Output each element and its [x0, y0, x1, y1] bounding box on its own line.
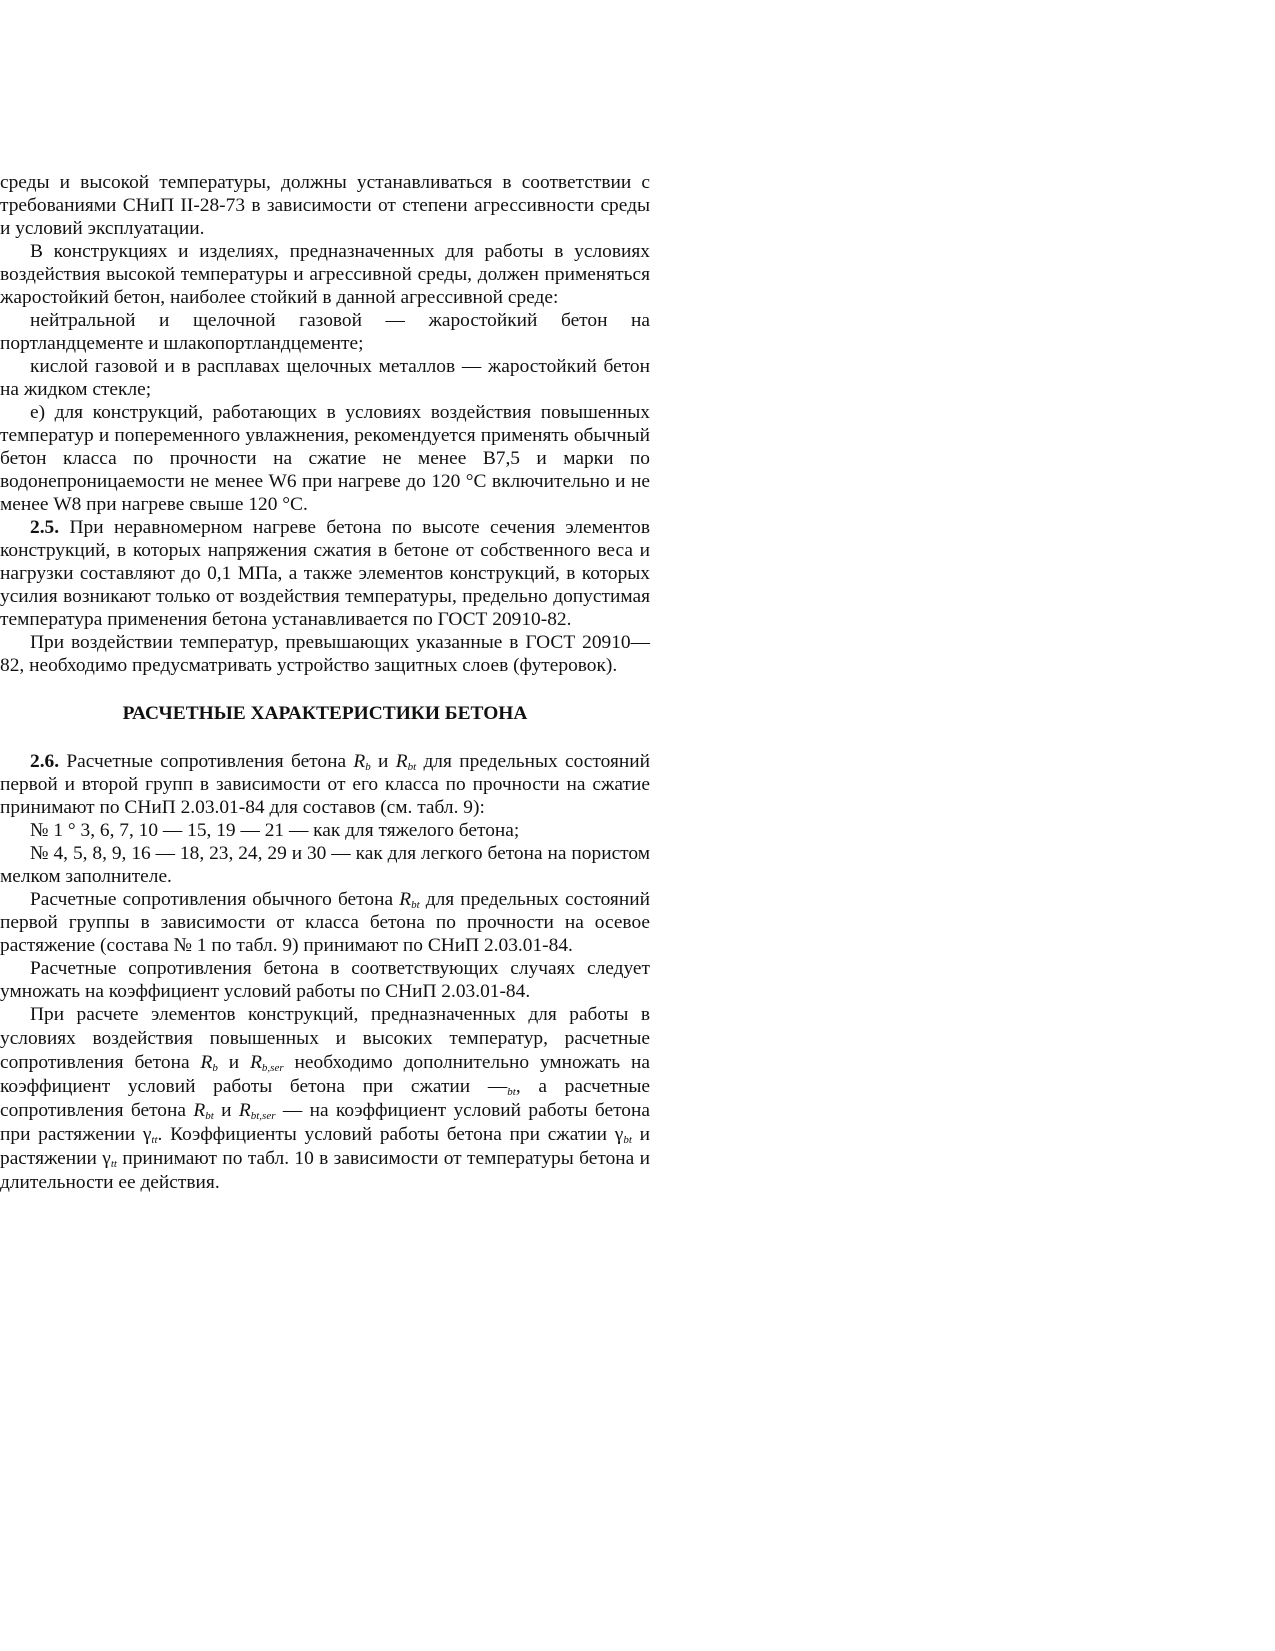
- text-run: и растяжении: [0, 1124, 650, 1169]
- document-column: [0, 171, 650, 1195]
- symbol-gamma: γ: [102, 1148, 111, 1169]
- symbol-r: R: [200, 1052, 213, 1073]
- symbol-gamma: γ: [142, 1124, 152, 1145]
- clause-number: 2.6.: [30, 751, 60, 772]
- subscript: b: [212, 1062, 218, 1074]
- paragraph-continuation: среды и высокой температуры, должны устанавливаться в соответствии с требованиями СНиП II-28-73 в зависимости от степени агрессивности среды и условий эксплуатации.: [0, 172, 650, 239]
- text-run: . Коэффициенты условий работы бетона при сжатии: [157, 1124, 615, 1145]
- symbol-gamma: γ: [614, 1124, 624, 1145]
- clause-number: 2.5.: [30, 517, 60, 538]
- paragraph-2-5: [0, 516, 650, 631]
- subscript: bt: [507, 1086, 516, 1098]
- text-run: для предельных состояний первой и второй групп в зависимости от его класса по прочности на сжатие принимают по СНиП 2.03.01-84 для составов (см. табл. 9):: [0, 751, 650, 818]
- subscript: tt: [151, 1134, 158, 1146]
- list-item-light-concrete: № 4, 5, 8, 9, 16 — 18, 23, 24, 29 и 30 — как для легкого бетона на пористом мелком заполнителе.: [0, 843, 650, 887]
- subscript: bt: [205, 1110, 214, 1122]
- symbol-r: R: [250, 1052, 262, 1073]
- text-run: , а расчетные сопротивления бетона: [0, 1076, 651, 1121]
- paragraph-lining: При воздействии температур, превышающих указанные в ГОСТ 20910—82, необходимо предусматривать устройство защитных слоев (футеровок).: [0, 632, 650, 676]
- symbol-r: R: [193, 1100, 206, 1121]
- subscript: b: [365, 761, 371, 773]
- section-heading: РАСЧЕТНЫЕ ХАРАКТЕРИСТИКИ БЕТОНА: [122, 703, 528, 724]
- symbol-r: R: [395, 751, 408, 772]
- subscript: bt: [623, 1134, 632, 1146]
- symbol-r: R: [238, 1100, 251, 1121]
- text-run: и: [370, 751, 396, 772]
- text-run: необходимо дополнительно умножать на коэффициент условий работы бетона при сжатии: [0, 1052, 650, 1097]
- text-run: и: [213, 1100, 239, 1121]
- paragraph-item-e: е) для конструкций, работающих в условиях воздействия повышенных температур и попеременного увлажнения, рекомендуется применять обычный бетон класса по прочности на сжатие не менее В7,5 и марки по водонепроницаемости не менее W6 при нагреве до 120 °С включительно и не менее W8 при нагреве свыше 120 °С.: [0, 402, 650, 515]
- paragraph-2-6: [0, 750, 650, 819]
- subscript: b,ser: [261, 1062, 284, 1074]
- subscript: tt: [110, 1158, 117, 1170]
- text-run: Расчетные сопротивления обычного бетона: [30, 889, 400, 910]
- subscript: bt: [407, 761, 417, 773]
- text-run: и: [217, 1052, 251, 1073]
- symbol-r: R: [399, 889, 412, 910]
- text-run: принимают по табл. 10 в зависимости от температуры бетона и длительности ее действия.: [0, 1148, 650, 1193]
- paragraph-acid-gas: кислой газовой и в расплавах щелочных металлов — жаростойкий бетон на жидком стекле;: [0, 356, 650, 400]
- subscript: bt: [411, 899, 420, 911]
- subscript: bt,ser: [250, 1110, 276, 1122]
- paragraph-heat-resistant-concrete: В конструкциях и изделиях, предназначенных для работы в условиях воздействия высокой температуры и агрессивной среды, должен применяться жаростойкий бетон, наиболее стойкий в данной агрессивной среде:: [0, 241, 650, 308]
- paragraph-neutral-alkaline: нейтральной и щелочной газовой — жаростойкий бетон на портландцементе и шлакопортландцементе;: [0, 310, 650, 354]
- list-item-heavy-concrete: № 1 ° 3, 6, 7, 10 — 15, 19 — 21 — как для тяжелого бетона;: [30, 820, 520, 841]
- paragraph-2-5-text: При неравномерном нагреве бетона по высоте сечения элементов конструкций, в которых напряжения сжатия в бетоне от собственного веса и нагрузки составляют до 0,1 МПа, а также элементов конструкций, в которых усилия возникают только от воздействия температуры, предельно допустимая температура применения бетона устанавливается по ГОСТ 20910-82.: [0, 517, 650, 630]
- paragraph-temperature: [0, 1003, 650, 1195]
- symbol-dash: —: [487, 1076, 508, 1097]
- paragraph-coefficient: Расчетные сопротивления бетона в соответствующих случаях следует умножать на коэффициент условий работы по СНиП 2.03.01-84.: [0, 958, 650, 1002]
- text-run: для предельных состояний первой группы в зависимости от класса бетона по прочности на осевое растяжение (состава № 1 по табл. 9) принимают по СНиП 2.03.01-84.: [0, 889, 650, 956]
- text-run: Расчетные сопротивления бетона: [59, 751, 354, 772]
- symbol-r: R: [353, 751, 366, 772]
- paragraph-rbt: [0, 888, 650, 957]
- text-run: — на коэффициент условий работы бетона при растяжении: [0, 1100, 650, 1145]
- text-run: При расчете элементов конструкций, предназначенных для работы в условиях воздействия повышенных и высоких температур, расчетные сопротивления бетона: [0, 1004, 650, 1073]
